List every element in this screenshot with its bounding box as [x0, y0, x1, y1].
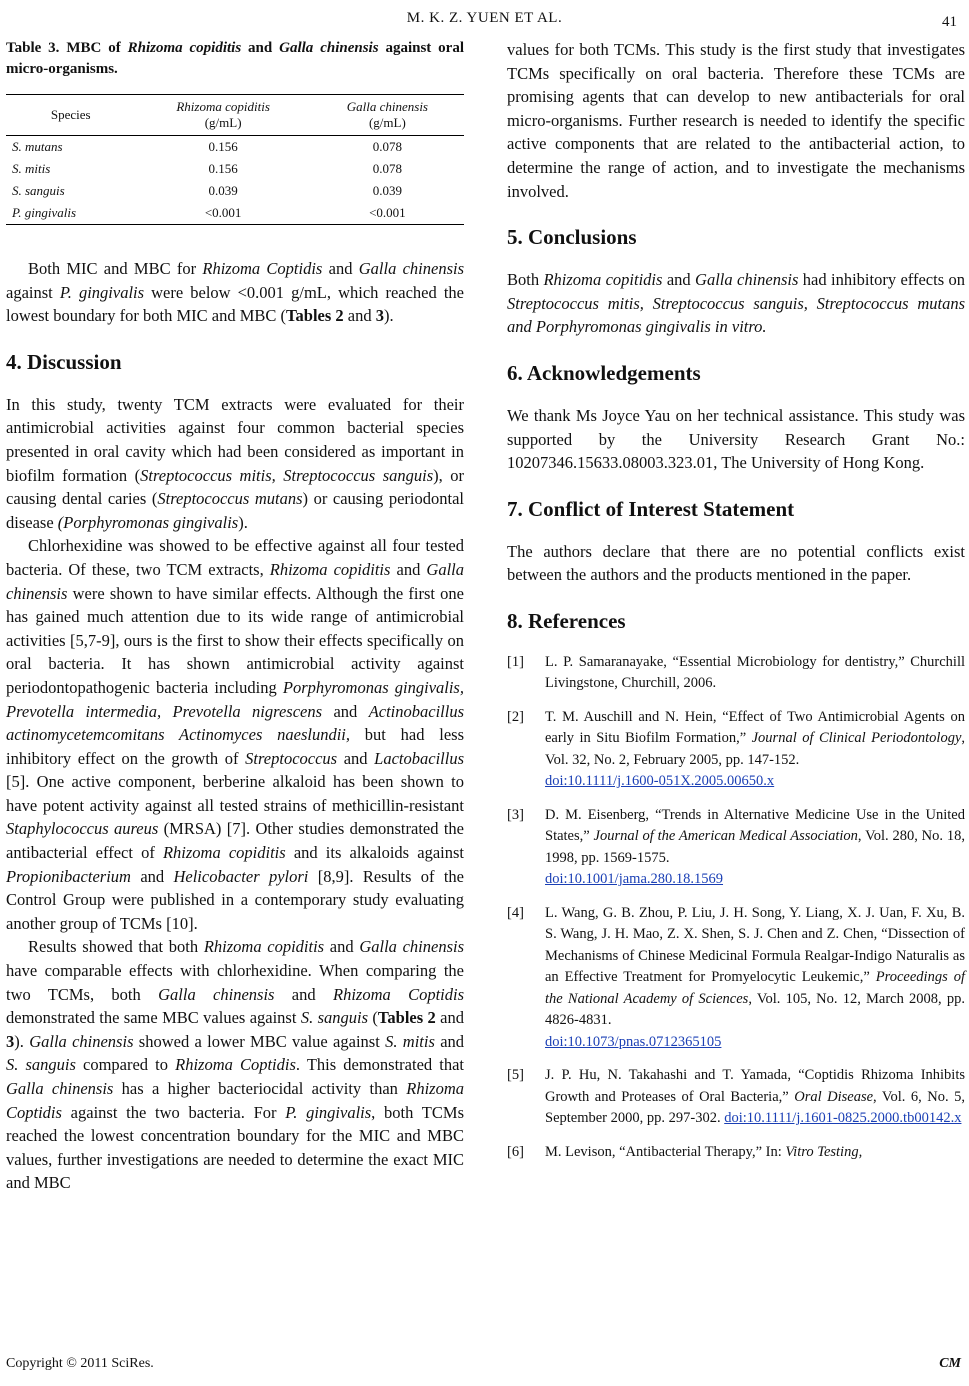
reference-item: [3] D. M. Eisenberg, “Trends in Alternative Medicine Use in the United States,” Journal of the American Medical Association, Vol. 280, No. 18, 1998, pp. 1569-1575. doi:10.1001/jama.280.18.1569	[507, 806, 966, 888]
paragraph: We thank Ms Joyce Yau on her technical assistance. This study was supported by the University Research Grant No.: 10207346.15633.08003.323.01, The University of Hong Kong.	[507, 405, 965, 473]
doi-link[interactable]: doi:10.1001/jama.280.18.1569	[545, 871, 724, 888]
section-heading-conclusions: 5. Conclusions	[507, 225, 637, 250]
copyright-footer: Copyright © 2011 SciRes.	[6, 1356, 154, 1371]
reference-item: [6] M. Levison, “Antibacterial Therapy,” In: Vitro Testing,	[507, 1143, 863, 1160]
section-heading-conflict: 7. Conflict of Interest Statement	[507, 496, 795, 521]
table-row: P. gingivalis <0.001 <0.001	[6, 202, 464, 225]
reference-list	[507, 652, 965, 1164]
doi-link[interactable]: doi:10.1111/j.1600-051X.2005.00650.x	[545, 773, 775, 790]
reference-item: [1] L. P. Samaranayake, “Essential Microbiology for dentistry,” Churchill Livingstone, Churchill, 2006.	[507, 653, 965, 692]
section-heading-discussion: 4. Discussion	[6, 349, 122, 374]
doi-link[interactable]: doi:10.1111/j.1601-0825.2000.tb00142.x	[724, 1110, 962, 1127]
reference-item: [2] T. M. Auschill and N. Hein, “Effect of Two Antimicrobial Agents on early in Situ Biofilm Formation,” Journal of Clinical Periodontology, Vol. 32, No. 2, February 2005, pp. 147-152. doi:10.1111/j.1600-051X.2005.00650.x	[507, 708, 965, 790]
table-caption: Table 3. MBC of Rhizoma copiditis and Galla chinensis against oral micro-organisms.	[6, 40, 465, 77]
reference-item: [5] J. P. Hu, N. Takahashi and T. Yamada, “Coptidis Rhizoma Inhibits Growth and Proteases of Oral Bacteria,” Oral Disease, Vol. 6, No. 5, September 2000, pp. 297-302. doi:10.1111/j.1601-0825.2000.tb00142.x	[507, 1067, 965, 1127]
paragraph: Results showed that both Rhizoma copiditis and Galla chinensis have comparable effects with chlorhexidine. When comparing the two TCMs, both Galla chinensis and Rhizoma Coptidis demonstrated the same MBC values against S. sanguis (Tables 2 and 3). Galla chinensis showed a lower MBC value against S. mitis and S. sanguis compared to Rhizoma Coptidis. This demonstrated that Galla chinensis has a higher bacteriocidal activity than Rhizoma Coptidis against the two bacteria. For P. gingivalis, both TCMs reached the lowest concentration boundary for the MIC and MBC values, further investigations are needed to determine the exact MIC and MBC	[6, 937, 465, 1193]
right-column	[507, 38, 965, 1175]
col-rhizoma: Rhizoma copiditis (g/mL)	[135, 95, 310, 136]
paragraph: Both MIC and MBC for Rhizoma Coptidis and Galla chinensis against P. gingivalis were below <0.001 g/mL, which reached the lowest boundary for both MIC and MBC (Tables 2 and 3).	[6, 259, 465, 326]
paragraph: In this study, twenty TCM extracts were evaluated for their antimicrobial activities against four common bacterial species presented in oral cavity which had been considered as important in biofilm formation (Streptococcus mitis, Streptococcus sanguis), or causing dental caries (Streptococcus mutans) or causing periodontal disease (Porphyromonas gingivalis).	[6, 394, 464, 532]
col-species: Species	[6, 95, 135, 136]
running-head: M. K. Z. YUEN ET AL.	[406, 10, 563, 26]
col-galla: Galla chinensis (g/mL)	[311, 95, 464, 136]
table-row: S. mitis 0.156 0.078	[12, 161, 402, 176]
paragraph: The authors declare that there are no potential conflicts exist between the authors and the products mentioned in the paper.	[507, 541, 965, 585]
section-heading-references: 8. References	[507, 608, 626, 633]
table-header-row	[6, 95, 464, 136]
table-row: S. mutans 0.156 0.078	[12, 139, 402, 154]
journal-abbrev: CM	[939, 1356, 961, 1371]
paragraph: Both Rhizoma copitidis and Galla chinensis had inhibitory effects on Streptococcus mitis, Streptococcus sanguis, Streptococcus mutans and Porphyromonas gingivalis in vitro.	[507, 270, 965, 337]
page-number: 41	[942, 14, 957, 30]
doi-link[interactable]: doi:10.1073/pnas.0712365105	[545, 1033, 722, 1050]
mbc-table	[6, 94, 464, 225]
paragraph: Chlorhexidine was showed to be effective against all four tested bacteria. Of these, two TCM extracts, Rhizoma copiditis and Galla chinensis were shown to have similar effects. Although the first one has gained much attention due to its wide range of antimicrobial activities [5,7-9], ours is the first to show their effects specifically on oral bacteria. It has shown antimicrobial activity against periodontopathogenic bacteria including Porphyromonas gingivalis, Prevotella intermedia, Prevotella nigrescens and Actinobacillus actinomycetemcomitans Actinomyces naeslundii, but had less inhibitory effect on the growth of Streptococcus and Lactobacillus [5]. One active component, berberine alkaloid has been shown to have potent activity against all tested strains of methicillin-resistant Staphylococcus aureus (MRSA) [7]. Other studies demonstrated the antibacterial effect of Rhizoma copiditis and its alkaloids against Propionibacterium and Helicobacter pylori [8,9]. Results of the Control Group were published in a contemporary study evaluating another group of TCMs [10].	[6, 536, 465, 933]
left-column	[6, 38, 464, 1195]
paragraph: values for both TCMs. This study is the first study that investigates TCMs specifically on oral bacteria. Therefore these TCMs are promising agents that can develop to new antibacterials for oral micro-organisms. Further research is needed to identify the specific active components that are related to the antibacterial action, to determine the range of action, and to investigate the mechanisms involved.	[507, 40, 965, 201]
section-heading-acknowledgements: 6. Acknowledgements	[507, 360, 701, 385]
table-row: S. sanguis 0.039 0.039	[12, 183, 402, 198]
reference-item: [4] L. Wang, G. B. Zhou, P. Liu, J. H. Song, Y. Liang, X. J. Uan, F. Xu, B. S. Wang, J. H. Mao, Z. X. Shen, S. J. Chen and Z. Chen, “Dissection of Mechanisms of Chinese Medicinal Formula Realgar-Indigo Naturalis as an Effective Treatment for Promyelocytic Leukemic,” Proceedings of the National Academy of Sciences, Vol. 105, No. 12, March 2008, pp. 4826-4831. doi:10.1073/pnas.0712365105	[507, 904, 965, 1050]
